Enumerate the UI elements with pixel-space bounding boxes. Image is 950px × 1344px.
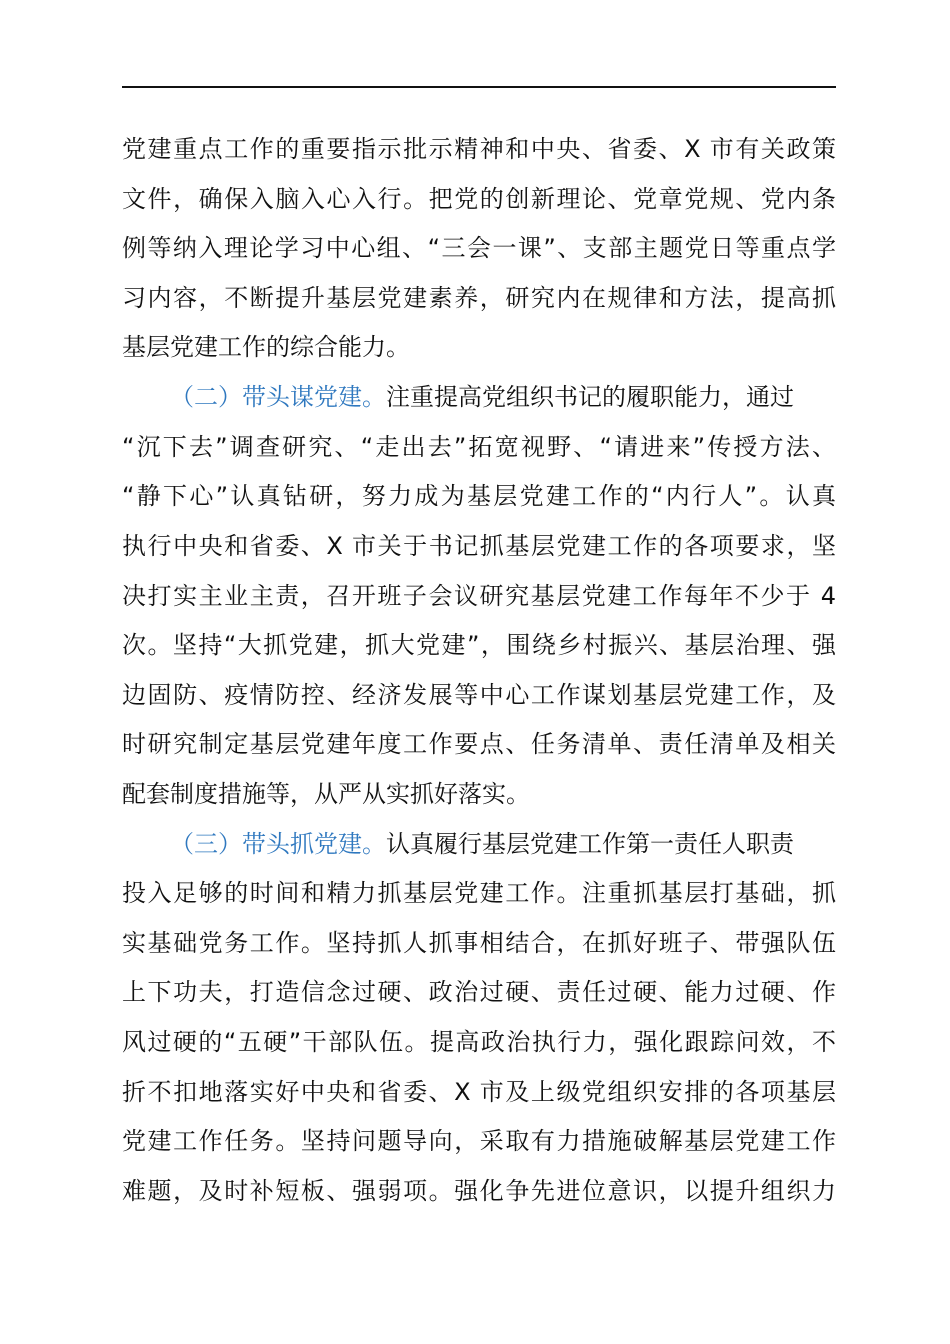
header-rule [122,86,836,88]
text-line: “静下心”认真钻研，努力成为基层党建工作的“内行人”。认真 [122,482,836,510]
text-line: 习内容，不断提升基层党建素养，研究内在规律和方法，提高抓 [122,284,836,312]
text-line: 折不扣地落实好中央和省委、X 市及上级党组织安排的各项基层 [122,1078,836,1106]
section-heading: （三）带头抓党建。 [170,830,386,858]
text-line: 实基础党务工作。坚持抓人抓事相结合，在抓好班子、带强队伍 [122,929,836,957]
text-line: 执行中央和省委、X 市关于书记抓基层党建工作的各项要求，坚 [122,532,836,560]
text-line: 上下功夫，打造信念过硬、政治过硬、责任过硬、能力过硬、作 [122,978,836,1006]
text-line: 投入足够的时间和精力抓基层党建工作。注重抓基层打基础，抓 [122,879,836,907]
text-line: 边固防、疫情防控、经济发展等中心工作谋划基层党建工作，及 [122,681,836,709]
text-line: 例等纳入理论学习中心组、“三会一课”、支部主题党日等重点学 [122,234,836,262]
text-line: “沉下去”调查研究、“走出去”拓宽视野、“请进来”传授方法、 [122,433,836,461]
paragraph-first-line [170,372,836,422]
text-line: 党建工作任务。坚持问题导向，采取有力措施破解基层党建工作 [122,1127,836,1155]
text-line: 次。坚持“大抓党建，抓大党建”，围绕乡村振兴、基层治理、强 [122,631,836,659]
paragraph-first-line [170,819,836,869]
text-line: 配套制度措施等，从严从实抓好落实。 [122,780,530,808]
text-line: 决打实主业主责，召开班子会议研究基层党建工作每年不少于 4 [122,582,836,610]
section-heading: （二）带头谋党建。 [170,383,386,411]
text-line: 党建重点工作的重要指示批示精神和中央、省委、X 市有关政策 [122,135,836,163]
text-line: 难题，及时补短板、强弱项。强化争先进位意识，以提升组织力 [122,1177,836,1205]
text-line: 基层党建工作的综合能力。 [122,333,410,361]
text-span: 注重提高党组织书记的履职能力，通过 [386,383,794,411]
text-line: 风过硬的“五硬”干部队伍。提高政治执行力，强化跟踪问效，不 [122,1028,836,1056]
text-span: 认真履行基层党建工作第一责任人职责 [386,830,794,858]
text-line: 时研究制定基层党建年度工作要点、任务清单、责任清单及相关 [122,730,836,758]
text-line: 文件，确保入脑入心入行。把党的创新理论、党章党规、党内条 [122,185,836,213]
